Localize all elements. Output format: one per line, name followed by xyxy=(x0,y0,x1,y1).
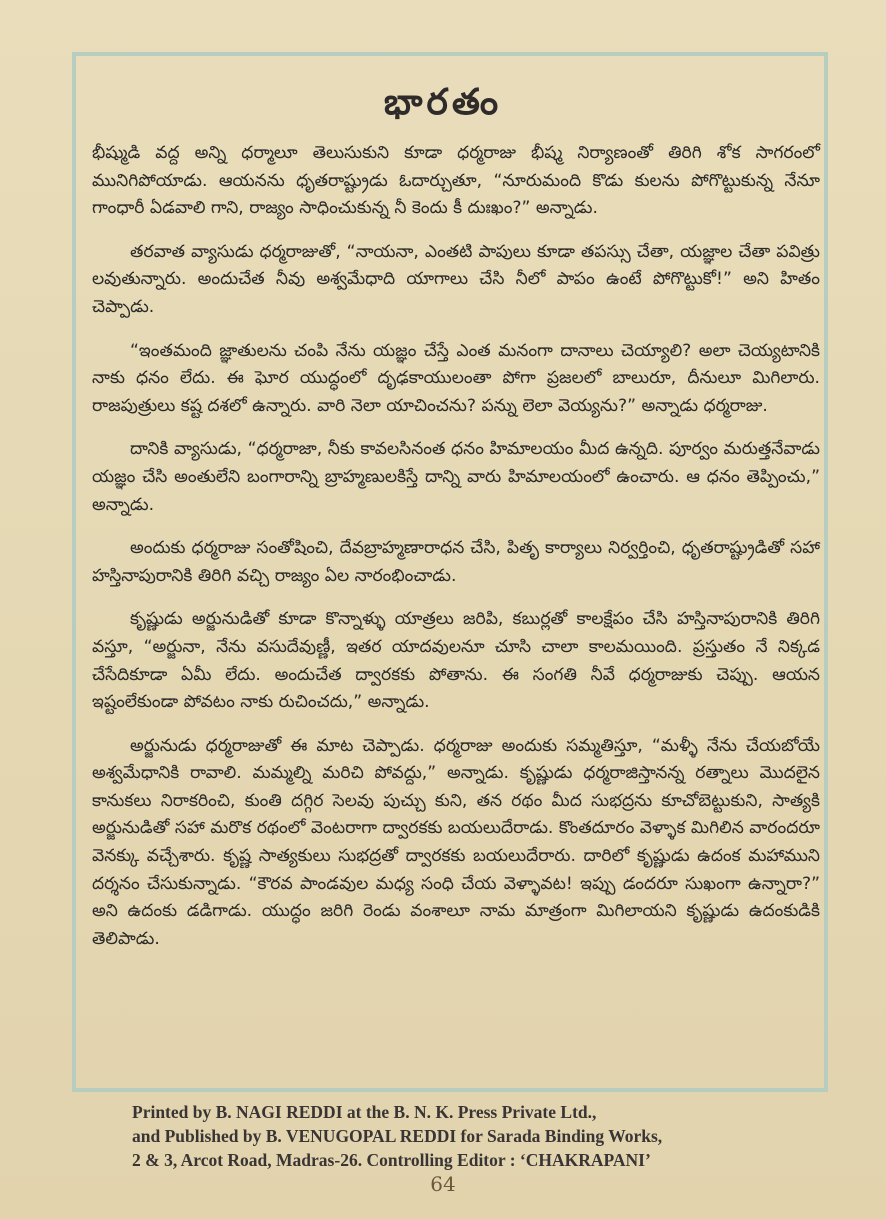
paragraph-4: దానికి వ్యాసుడు, “ధర్మరాజా, నీకు కావలసినంత ధనం హిమాలయం మీద ఉన్నది. పూర్వం మరుత్తనేవాడు యజ్ఞం చేసి అంతులేని బంగారాన్ని బ్రాహ్మణులకిస్తే దాన్ని వారు హిమాలయంలో ఉంచారు. ఆ ధనం తెప్పించు,” అన్నాడు. xyxy=(92,439,820,515)
paragraph-2: తరవాత వ్యాసుడు ధర్మరాజుతో, “నాయనా, ఎంతటి పాపులు కూడా తపస్సు చేతా, యజ్ఞాల చేతా పవిత్రు లవుతున్నారు. అందుచేత నీవు అశ్వమేధాది యాగాలు చేసి నీలో పాపం ఉంటే పోగొట్టుకో!” అని హితం చెప్పాడు. xyxy=(92,241,820,317)
story-text xyxy=(92,140,820,969)
printer-imprint xyxy=(132,1100,772,1172)
paragraph-6: కృష్ణుడు అర్జునుడితో కూడా కొన్నాళ్ళు యాత్రలు జరిపి, కబుర్లతో కాలక్షేపం చేసి హస్తినాపురానికి తిరిగి వస్తూ, “అర్జునా, నేను వసుదేవుణ్ణీ, ఇతర యాదవులనూ చూసి చాలా కాలమయింది. ప్రస్తుతం నే నిక్కడ చేసేదికూడా ఏమీ లేదు. అందుచేత ద్వారకకు పోతాను. ఈ సంగతి నీవే ధర్మరాజుకు చెప్పు. ఆయన ఇష్టంలేకుండా పోవటం నాకు రుచించదు,” అన్నాడు. xyxy=(92,609,820,713)
page-number: 64 xyxy=(430,1172,456,1196)
paragraph-7: అర్జునుడు ధర్మరాజుతో ఈ మాట చెప్పాడు. ధర్మరాజు అందుకు సమ్మతిస్తూ, “మళ్ళీ నేను చేయబోయే అశ్వమేధానికి రావాలి. మమ్మల్ని మరిచి పోవద్దు,” అన్నాడు. కృష్ణుడు ధర్మరాజిస్తానన్న రత్నాలు మొదలైన కానుకలు నిరాకరించి, కుంతి దగ్గిర సెలవు పుచ్చు కుని, తన రథం మీద సుభద్రను కూచోబెట్టుకుని, సాత్యకి అర్జునుడితో సహా మరొక రథంలో వెంటరాగా ద్వారకకు బయలుదేరాడు. కొంతదూరం వెళ్ళాక మిగిలిన వారందరూ వెనక్కు వచ్చేశారు. కృష్ణ సాత్యకులు సుభద్రతో ద్వారకకు బయలుదేరారు. దారిలో కృష్ణుడు ఉదంక మహాముని దర్శనం చేసుకున్నాడు. “కౌరవ పాండవుల మధ్య సంధి చేయ వెళ్ళావట! ఇప్పు డందరూ సుఖంగా ఉన్నారా?” అని ఉదంకు డడిగాడు. యుద్ధం జరిగి రెండు వంశాలూ నామ మాత్రంగా మిగిలాయని కృష్ణుడు ఉదంకుడికి తెలిపాడు. xyxy=(92,735,820,949)
paragraph-5: అందుకు ధర్మరాజు సంతోషించి, దేవబ్రాహ్మణారాధన చేసి, పితృ కార్యాలు నిర్వర్తించి, ధృతరాష్ట్రుడితో సహా హస్తినాపురానికి తిరిగి వచ్చి రాజ్యం ఏల నారంభించాడు. xyxy=(92,538,820,586)
imprint-line-2: and Published by B. VENUGOPAL REDDI for Sarada Binding Works, xyxy=(132,1126,663,1146)
imprint-line-1: Printed by B. NAGI REDDI at the B. N. K. Press Private Ltd., xyxy=(132,1102,597,1122)
imprint-line-3: 2 & 3, Arcot Road, Madras-26. Controlling Editor : ‘CHAKRAPANI’ xyxy=(132,1150,651,1170)
paragraph-1: భీష్ముడి వద్ద అన్ని ధర్మాలూ తెలుసుకుని కూడా ధర్మరాజు భీష్మ నిర్యాణంతో తిరిగి శోక సాగరంలో మునిగిపోయాడు. ఆయనను ధృతరాష్ట్రుడు ఓదార్చుతూ, “నూరుమంది కొడు కులను పోగొట్టుకున్న నేనూ గాంధారీ ఏడవాలి గాని, రాజ్యం సాధించుకున్న నీ కెందు కీ దుఃఖం?” అన్నాడు. xyxy=(92,143,820,219)
paragraph-3: “ఇంతమంది జ్ఞాతులను చంపి నేను యజ్ఞం చేస్తే ఎంత మనంగా దానాలు చెయ్యాలి? అలా చెయ్యటానికి నాకు ధనం లేదు. ఈ ఘోర యుద్ధంలో దృఢకాయులంతా పోగా ప్రజలలో బాలురూ, దీనులూ మిగిలారు. రాజపుత్రులు కష్ట దశలో ఉన్నారు. వారి నెలా యాచించను? పన్ను లెలా వెయ్యను?” అన్నాడు ధర్మరాజు. xyxy=(92,340,820,416)
page-title: భారతం xyxy=(383,82,503,123)
